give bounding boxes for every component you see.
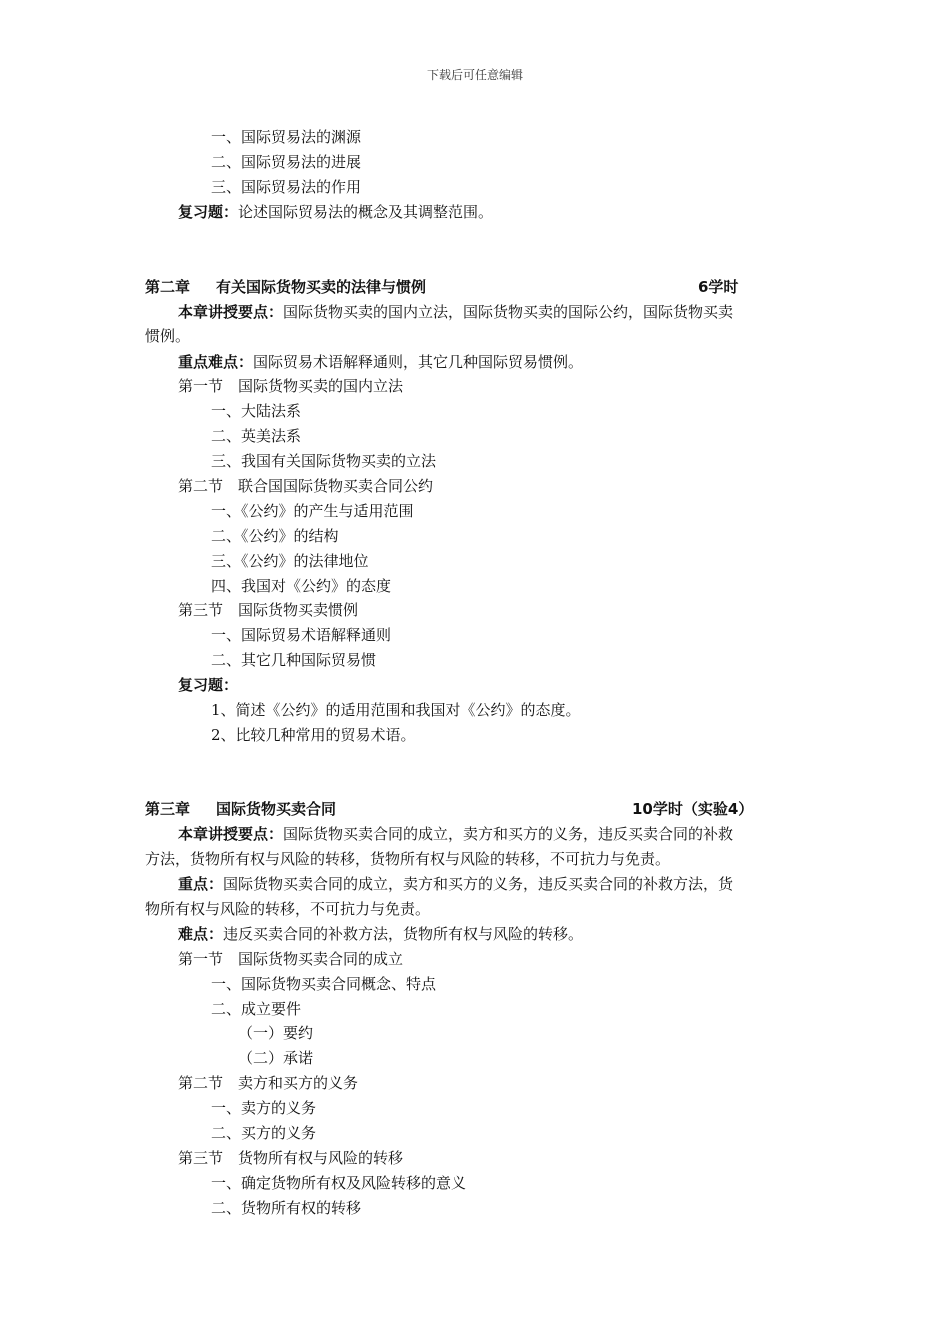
ch2-review-label: 复习题： <box>178 676 239 694</box>
review-label: 复习题： <box>178 203 239 221</box>
difficulty-text: 违反买卖合同的补救方法，货物所有权与风险的转移。 <box>223 925 584 943</box>
ch3-item: 一、国际货物买卖合同概念、特点 <box>211 975 437 993</box>
ch3-subitem: （二）承诺 <box>238 1049 314 1067</box>
key-text: 国际货物买卖的国内立法，国际货物买卖的国际公约，国际货物买卖 <box>283 303 734 321</box>
ch1-item: 二、国际贸易法的进展 <box>211 153 362 171</box>
ch2-item: 二、其它几种国际贸易惯 <box>211 651 377 669</box>
ch2-item: 二、《公约》的结构 <box>211 527 339 545</box>
ch2-section-title: 第一节 国际货物买卖的国内立法 <box>178 377 404 395</box>
ch2-review-item: 2、比较几种常用的贸易术语。 <box>211 726 416 744</box>
ch1-item: 一、国际贸易法的渊源 <box>211 128 362 146</box>
ch2-item: 一、大陆法系 <box>211 402 302 420</box>
ch3-item: 二、买方的义务 <box>211 1124 317 1142</box>
ch2-item: 四、我国对《公约》的态度 <box>211 577 392 595</box>
ch2-difficulty <box>178 352 583 372</box>
chapter-title: 有关国际货物买卖的法律与惯例 <box>216 278 427 296</box>
key-label: 本章讲授要点： <box>178 303 284 321</box>
ch2-key-points <box>178 302 733 322</box>
key-label: 本章讲授要点： <box>178 825 284 843</box>
ch3-focus <box>178 874 733 894</box>
ch3-item: 二、货物所有权的转移 <box>211 1199 362 1217</box>
ch3-key-points-cont: 方法，货物所有权与风险的转移，货物所有权与风险的转移，不可抗力与免责。 <box>145 850 671 868</box>
chapter-title: 国际货物买卖合同 <box>216 800 337 818</box>
ch2-section-title: 第三节 国际货物买卖惯例 <box>178 601 359 619</box>
ch2-item: 一、国际贸易术语解释通则 <box>211 626 392 644</box>
ch2-hours: 6学时 <box>698 278 739 296</box>
ch3-hours: 10学时（实验4） <box>632 800 754 818</box>
ch3-item: 一、卖方的义务 <box>211 1099 317 1117</box>
difficulty-text: 国际贸易术语解释通则，其它几种国际贸易惯例。 <box>253 353 584 371</box>
key-text: 国际货物买卖合同的成立，卖方和买方的义务，违反买卖合同的补救 <box>283 825 734 843</box>
focus-label: 重点： <box>178 875 224 893</box>
ch1-item: 三、国际贸易法的作用 <box>211 178 362 196</box>
focus-text: 国际货物买卖合同的成立，卖方和买方的义务，违反买卖合同的补救方法，货 <box>223 875 734 893</box>
ch3-item: 一、确定货物所有权及风险转移的意义 <box>211 1174 467 1192</box>
ch2-review-item: 1、简述《公约》的适用范围和我国对《公约》的态度。 <box>211 701 581 719</box>
ch3-title <box>145 799 336 819</box>
page-header: 下载后可任意编辑 <box>426 68 523 82</box>
ch2-item: 一、《公约》的产生与适用范围 <box>211 502 414 520</box>
ch3-subitem: （一）要约 <box>238 1024 314 1042</box>
ch3-focus-cont: 物所有权与风险的转移，不可抗力与免责。 <box>145 900 431 918</box>
review-text: 论述国际贸易法的概念及其调整范围。 <box>238 203 494 221</box>
ch2-item: 三、《公约》的法律地位 <box>211 552 369 570</box>
ch3-item: 二、成立要件 <box>211 1000 302 1018</box>
difficulty-label: 难点： <box>178 925 224 943</box>
ch3-key-points <box>178 824 733 844</box>
ch2-item: 三、我国有关国际货物买卖的立法 <box>211 452 437 470</box>
ch2-section-title: 第二节 联合国国际货物买卖合同公约 <box>178 477 434 495</box>
ch3-section-title: 第一节 国际货物买卖合同的成立 <box>178 950 404 968</box>
chapter-number: 第二章 <box>145 278 191 296</box>
ch3-section-title: 第三节 货物所有权与风险的转移 <box>178 1149 404 1167</box>
chapter-number: 第三章 <box>145 800 191 818</box>
ch3-section-title: 第二节 卖方和买方的义务 <box>178 1074 359 1092</box>
ch2-title <box>145 277 426 297</box>
ch2-key-points-cont: 惯例。 <box>145 327 191 345</box>
ch3-difficulty <box>178 924 583 944</box>
ch2-item: 二、英美法系 <box>211 427 302 445</box>
difficulty-label: 重点难点： <box>178 353 254 371</box>
ch1-review <box>178 202 493 222</box>
